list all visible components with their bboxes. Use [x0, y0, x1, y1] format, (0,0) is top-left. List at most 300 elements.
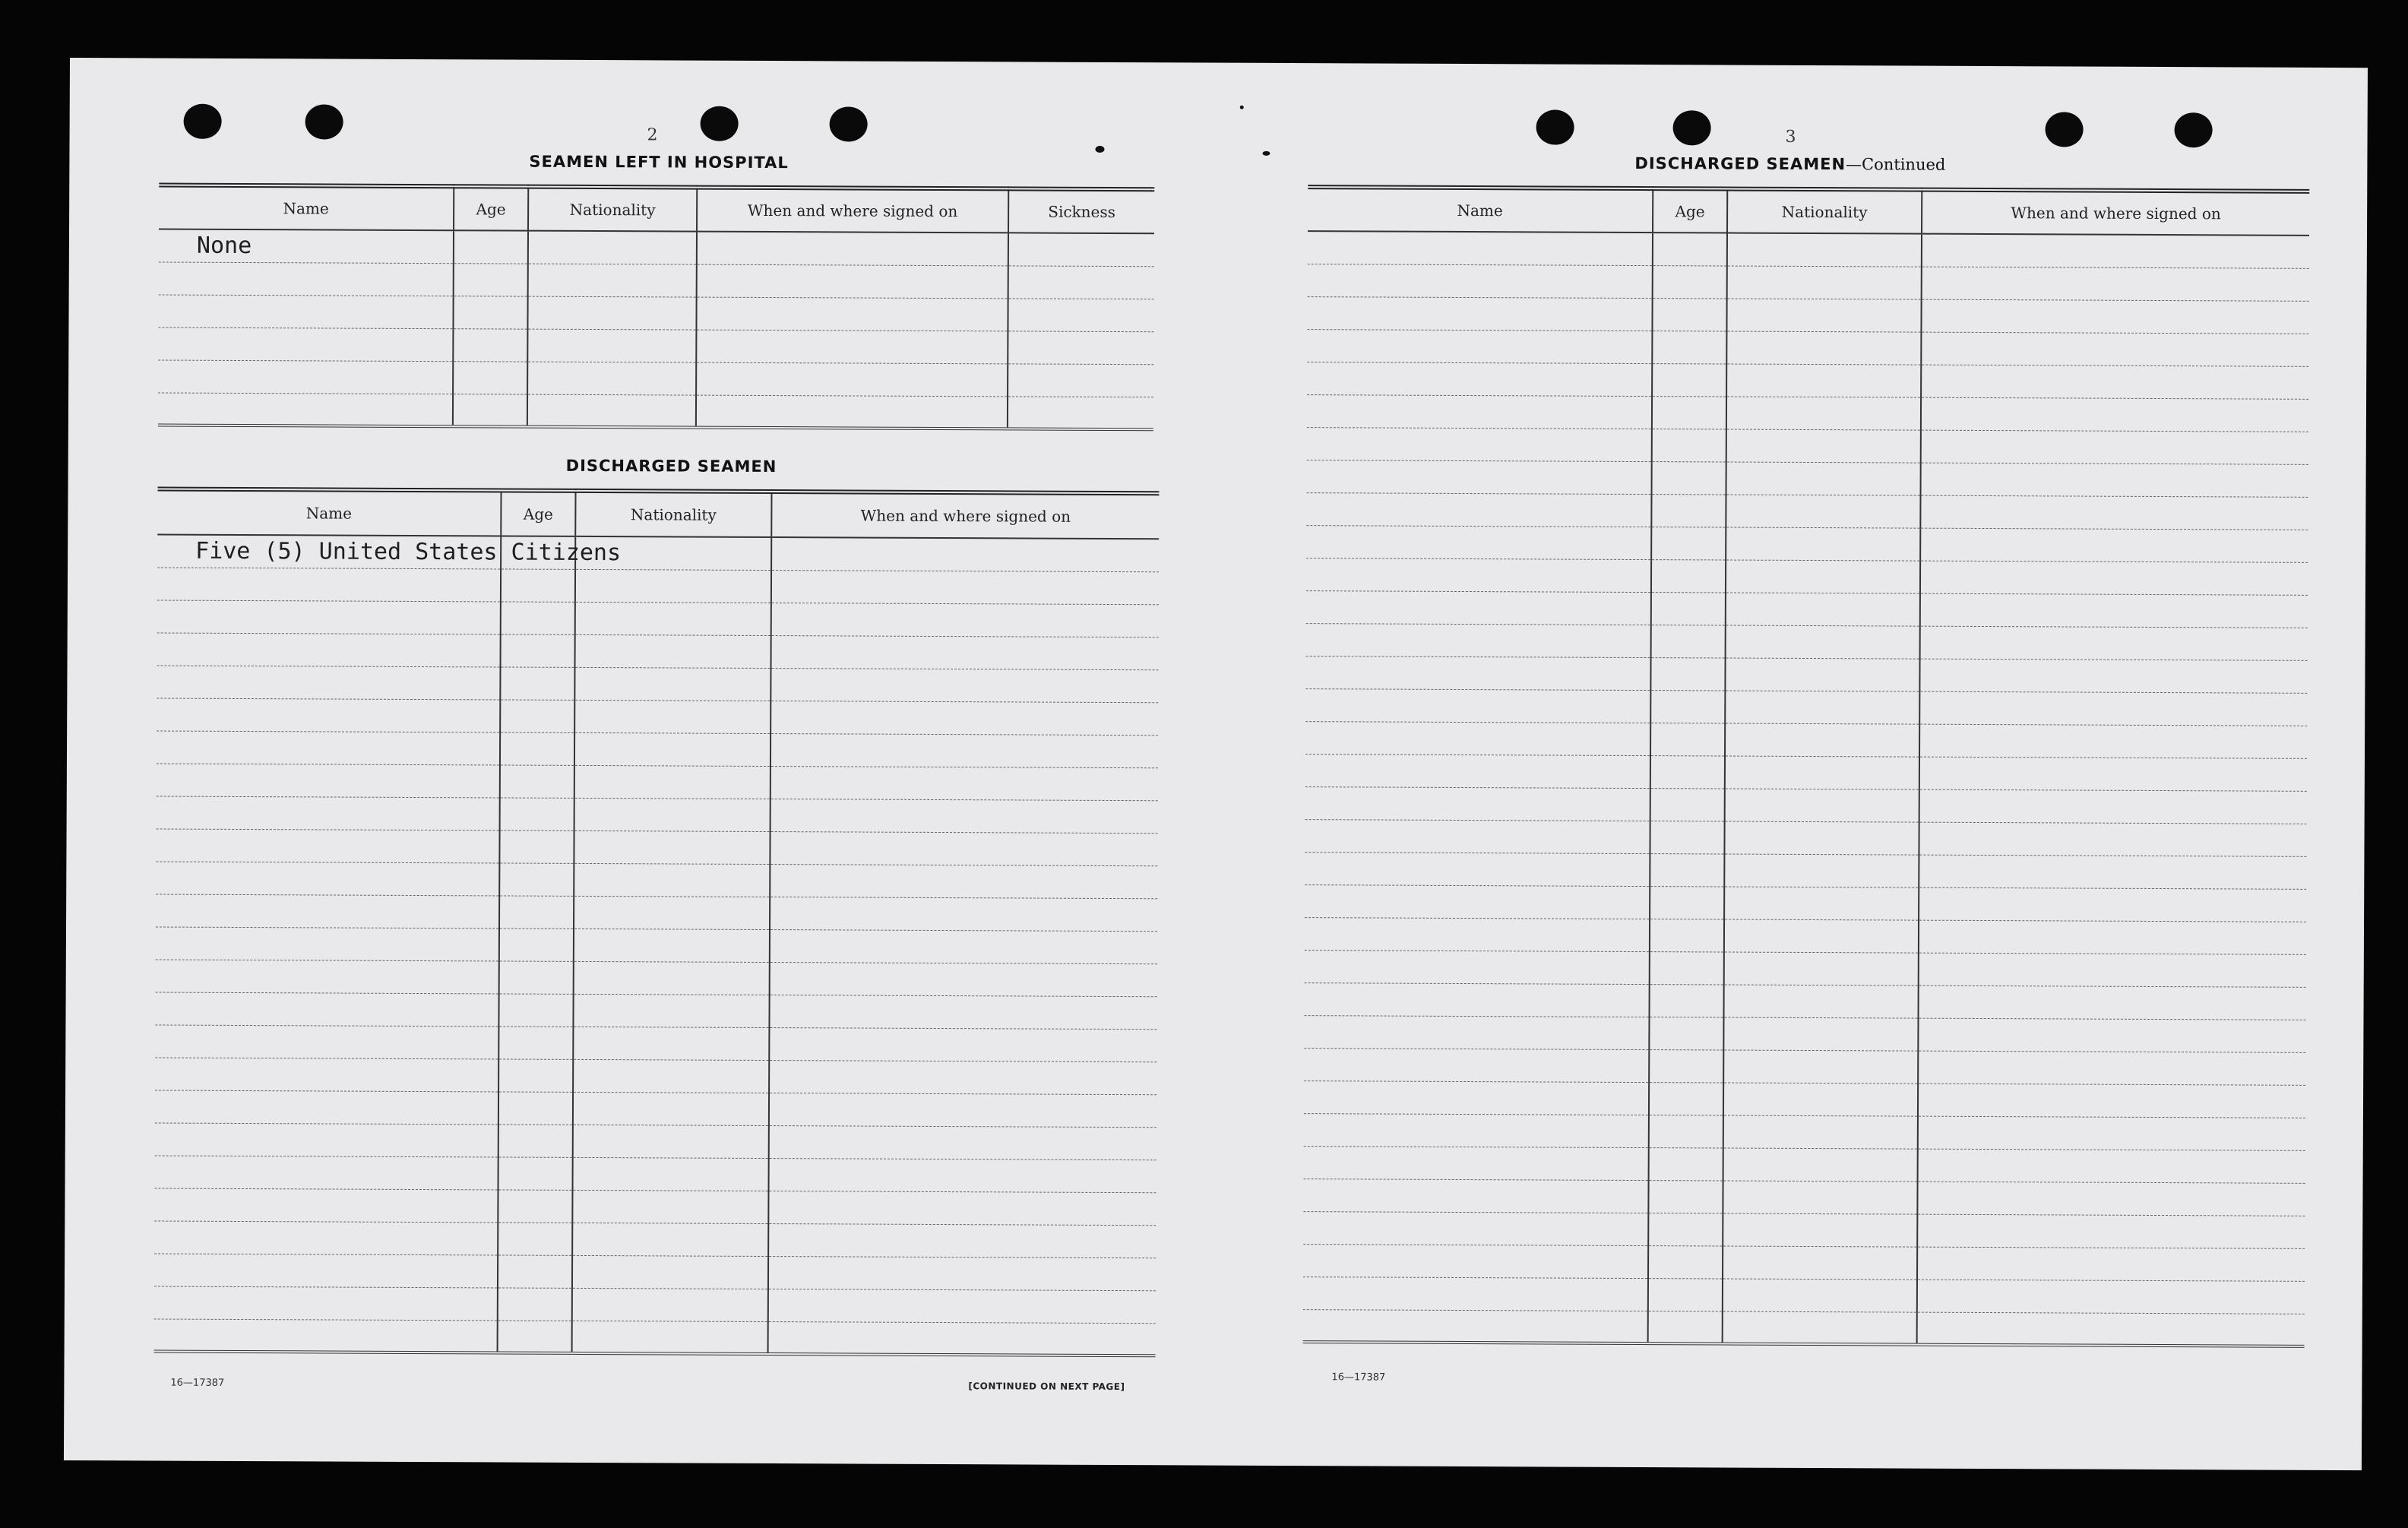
- table-cell: [1724, 919, 1919, 953]
- table-cell: [1917, 1214, 2305, 1248]
- table-cell: [1919, 887, 2306, 922]
- table-row: [1304, 1048, 2305, 1085]
- table-cell: [1726, 625, 1920, 659]
- form-code-right: 16—17387: [1331, 1371, 1386, 1384]
- table-cell: [572, 1190, 768, 1223]
- table-cell: [154, 1221, 498, 1255]
- table-cell: [1303, 1178, 1648, 1213]
- table-cell: [768, 1289, 1156, 1323]
- table-cell: [574, 830, 770, 864]
- form-sheet: [64, 58, 2368, 1470]
- table-cell: [1305, 852, 1650, 886]
- table-cell: [696, 297, 1008, 331]
- table-cell: [1724, 821, 1919, 855]
- table-cell: [1648, 1180, 1723, 1213]
- table-cell: [1307, 329, 1652, 363]
- table-cell: [1920, 528, 2308, 562]
- table-cell: [574, 765, 770, 799]
- table-cell: [1919, 659, 2307, 693]
- column-header-signed-on: When and where signed on: [1922, 190, 2309, 236]
- table-cell: [1725, 789, 1919, 822]
- table-cell: [768, 1223, 1156, 1258]
- table-row: [1305, 884, 2306, 922]
- table-cell: [573, 1157, 769, 1191]
- table-row: [157, 698, 1158, 736]
- table-row: [1307, 296, 2308, 334]
- table-cell: [1305, 819, 1650, 853]
- table-cell: [498, 1091, 573, 1124]
- discharged-continued-table: [1303, 185, 2310, 1348]
- table-cell: [1917, 1280, 2305, 1314]
- entry-text: None: [159, 229, 454, 264]
- table-cell: [1726, 397, 1921, 430]
- table-cell: [500, 764, 574, 797]
- table-cell: [1306, 590, 1651, 625]
- table-row: [159, 229, 1154, 267]
- table-cell: [498, 1058, 573, 1091]
- column-header-signed-on: When and where signed on: [697, 188, 1008, 233]
- table-cell: [498, 993, 573, 1026]
- table-cell: [1652, 461, 1726, 494]
- table-row: [156, 862, 1157, 899]
- table-row: [157, 535, 1159, 572]
- table-cell: [1921, 463, 2308, 497]
- table-cell: [1723, 1181, 1917, 1214]
- table-cell: [158, 327, 453, 362]
- table-cell: [1305, 688, 1650, 723]
- table-row: [1303, 1276, 2305, 1314]
- table-cell: [157, 568, 501, 602]
- table-cell: [498, 1320, 572, 1352]
- table-cell: [1920, 561, 2308, 595]
- table-cell: [574, 896, 770, 929]
- table-cell: [1921, 397, 2308, 432]
- table-cell: [155, 1058, 498, 1092]
- table-cell: [155, 1123, 498, 1157]
- table-cell: [769, 1125, 1157, 1159]
- table-cell: [1651, 527, 1726, 559]
- table-cell: [1304, 1048, 1649, 1082]
- table-row: [157, 600, 1159, 637]
- table-cell: [157, 666, 500, 700]
- table-cell: [1305, 656, 1650, 690]
- table-cell: [156, 960, 499, 994]
- table-cell: [1305, 917, 1650, 951]
- table-cell: [158, 393, 453, 427]
- ink-speck: [1262, 151, 1270, 156]
- punch-hole: [305, 104, 343, 139]
- table-cell: [769, 1060, 1157, 1094]
- table-cell: [158, 295, 453, 329]
- table-cell: [1723, 1246, 1917, 1280]
- table-row: [1304, 1015, 2305, 1052]
- table-cell: [1307, 460, 1652, 494]
- table-cell: [1651, 559, 1726, 592]
- punch-hole: [2046, 112, 2084, 147]
- table-row: [1303, 1211, 2305, 1248]
- table-cell: [768, 1321, 1156, 1356]
- table-cell: [155, 1156, 498, 1190]
- table-row: [1303, 1309, 2305, 1346]
- table-cell: [770, 733, 1158, 767]
- column-header-nationality: Nationality: [575, 491, 771, 537]
- table-cell: [1308, 264, 1653, 298]
- table-row: [1304, 1146, 2305, 1183]
- table-cell: [1919, 789, 2307, 824]
- punch-hole: [2175, 112, 2213, 147]
- table-row: [155, 1156, 1157, 1193]
- table-cell: [1307, 427, 1652, 461]
- table-cell: [1723, 1050, 1918, 1084]
- table-cell: [500, 699, 574, 732]
- table-row: [158, 360, 1153, 397]
- table-cell: [498, 1124, 573, 1156]
- column-header-age: Age: [454, 186, 528, 230]
- table-row: [156, 960, 1157, 997]
- table-cell: [1724, 985, 1919, 1018]
- table-cell: [454, 230, 528, 263]
- table-cell: [498, 1287, 572, 1320]
- table-cell: [696, 395, 1008, 429]
- table-cell: [572, 1255, 768, 1289]
- table-cell: [1305, 754, 1650, 788]
- table-row: [154, 1286, 1156, 1323]
- table-cell: [1725, 723, 1919, 757]
- table-cell: [1918, 1116, 2305, 1150]
- table-cell: [697, 264, 1008, 299]
- table-cell: [573, 994, 769, 1027]
- punch-hole: [701, 106, 739, 141]
- table-cell: [1307, 362, 1652, 396]
- table-cell: [696, 330, 1008, 364]
- table-cell: [157, 633, 501, 667]
- table-cell: [498, 1222, 572, 1254]
- table-cell: [770, 799, 1158, 833]
- table-cell: [574, 700, 770, 733]
- table-cell: [1649, 1115, 1723, 1147]
- column-header-nationality: Nationality: [1727, 189, 1922, 234]
- table-cell: [1653, 233, 1727, 265]
- table-row: [156, 927, 1157, 964]
- table-cell: [1304, 1113, 1649, 1147]
- table-cell: [1652, 396, 1726, 429]
- table-cell: [1918, 1018, 2305, 1052]
- table-row: [1308, 264, 2309, 301]
- table-cell: [1305, 950, 1650, 984]
- table-cell: [1649, 1017, 1723, 1049]
- column-header-age: Age: [501, 490, 575, 536]
- table-row: [1305, 950, 2306, 987]
- table-cell: [1922, 234, 2309, 268]
- table-cell: [499, 830, 574, 862]
- table-cell: [1920, 593, 2308, 628]
- column-header-name: Name: [1308, 187, 1653, 233]
- table-cell: [499, 862, 574, 895]
- table-cell: [498, 1156, 573, 1189]
- column-header-age: Age: [1653, 188, 1727, 233]
- table-cell: [1921, 299, 2308, 334]
- table-cell: [1724, 952, 1919, 985]
- table-cell: [1303, 1309, 1648, 1343]
- table-row: [155, 992, 1157, 1030]
- punch-hole: [1536, 109, 1574, 144]
- table-cell: [1305, 884, 1650, 919]
- table-row: [1305, 656, 2307, 693]
- table-row: [1304, 1113, 2305, 1150]
- table-cell: [1918, 1149, 2305, 1183]
- table-cell: [1308, 231, 1653, 265]
- table-cell: [573, 1092, 769, 1125]
- table-row: [156, 829, 1157, 866]
- discharged-continued-title: [1634, 154, 1945, 174]
- table-cell: [769, 1027, 1157, 1061]
- table-cell: [1725, 691, 1919, 724]
- table-cell: [500, 666, 574, 699]
- table-cell: [527, 394, 696, 428]
- table-cell: [770, 831, 1157, 865]
- table-cell: [1648, 1278, 1723, 1311]
- discharged-continued-title-main: DISCHARGED SEAMEN: [1634, 153, 1846, 174]
- table-cell: [771, 570, 1159, 604]
- table-cell: [453, 328, 527, 361]
- table-cell: [696, 362, 1008, 397]
- table-cell: [155, 1025, 498, 1059]
- table-cell: [1648, 1311, 1723, 1343]
- table-row: [1303, 1244, 2305, 1281]
- table-row: [1307, 362, 2308, 399]
- table-cell: [574, 732, 770, 766]
- table-cell: [1653, 265, 1727, 298]
- table-cell: [574, 667, 770, 701]
- table-cell: [770, 929, 1157, 963]
- table-cell: [1919, 691, 2307, 726]
- table-cell: [1651, 494, 1726, 527]
- table-cell: [1305, 982, 1650, 1017]
- table-cell: [154, 1318, 498, 1352]
- table-cell: [156, 862, 499, 896]
- table-cell: [1650, 919, 1724, 951]
- table-cell: [1727, 233, 1922, 267]
- table-cell: [574, 961, 770, 995]
- table-row: [154, 1221, 1156, 1258]
- table-cell: [1723, 1115, 1918, 1149]
- table-row: [158, 393, 1153, 430]
- table-cell: [1725, 756, 1919, 789]
- table-cell: [157, 796, 500, 830]
- table-cell: [1922, 267, 2309, 301]
- table-cell: [1727, 266, 1922, 299]
- table-cell: [1726, 560, 1920, 593]
- table-cell: [155, 992, 498, 1027]
- table-cell: [156, 829, 499, 863]
- table-cell: [1723, 1083, 1918, 1116]
- table-cell: [573, 1027, 769, 1060]
- discharged-section-title: DISCHARGED SEAMEN: [565, 456, 777, 476]
- table-row: [1307, 427, 2308, 464]
- table-cell: [1726, 331, 1921, 365]
- table-cell: [770, 864, 1157, 898]
- table-cell: [453, 361, 527, 394]
- table-cell: [1726, 495, 1920, 528]
- table-cell: [573, 1125, 769, 1158]
- table-row: [1305, 754, 2307, 791]
- table-row: [157, 731, 1158, 768]
- entry-text: Five (5) United States Citizens: [157, 535, 501, 569]
- table-cell: [769, 995, 1157, 1029]
- table-cell: [498, 1026, 573, 1058]
- table-cell: [770, 962, 1157, 996]
- table-cell: [1920, 626, 2308, 660]
- table-cell: [1652, 331, 1726, 363]
- column-header-sickness: Sickness: [1008, 188, 1154, 233]
- table-cell: [499, 928, 574, 960]
- continued-note: [CONTINUED ON NEXT PAGE]: [968, 1381, 1125, 1393]
- table-cell: [1919, 822, 2306, 856]
- table-cell: [1919, 920, 2306, 954]
- table-cell: [1306, 525, 1651, 559]
- table-cell: [154, 1188, 498, 1223]
- table-cell: [156, 894, 499, 929]
- table-row: [154, 1188, 1156, 1226]
- punch-hole: [184, 104, 222, 139]
- table-row: [1305, 786, 2307, 824]
- table-row: [155, 1025, 1157, 1062]
- table-cell: [454, 263, 528, 296]
- table-row: [1306, 590, 2308, 628]
- table-cell: [1919, 724, 2307, 758]
- table-cell: [770, 766, 1158, 800]
- table-cell: [575, 569, 771, 603]
- table-cell: [1919, 757, 2307, 791]
- table-cell: [501, 601, 575, 634]
- table-row: [1305, 721, 2307, 758]
- table-row: [1307, 394, 2308, 432]
- table-row: [157, 666, 1158, 703]
- table-cell: [768, 1256, 1156, 1290]
- hospital-section-title: SEAMEN LEFT IN HOSPITAL: [529, 152, 789, 172]
- table-row: [1303, 1178, 2305, 1216]
- table-cell: [575, 602, 771, 635]
- table-cell: [453, 394, 527, 426]
- table-cell: [158, 360, 453, 394]
- table-row: [156, 894, 1157, 932]
- table-row: [1306, 492, 2308, 530]
- table-cell: [1921, 332, 2308, 366]
- table-cell: [157, 731, 500, 765]
- table-cell: [574, 929, 770, 962]
- table-row: [157, 796, 1158, 834]
- table-cell: [1919, 855, 2306, 889]
- table-row: [155, 1058, 1157, 1095]
- table-cell: [1304, 1146, 1649, 1180]
- column-header-signed-on: When and where signed on: [771, 492, 1159, 539]
- punch-hole: [830, 106, 868, 141]
- table-cell: [771, 537, 1159, 571]
- table-cell: [1723, 1017, 1918, 1051]
- table-row: [157, 764, 1158, 801]
- table-row: [1307, 460, 2308, 497]
- table-row: [1305, 852, 2306, 889]
- table-cell: [498, 1189, 572, 1222]
- table-row: [1307, 329, 2308, 366]
- table-cell: [1008, 265, 1154, 299]
- table-cell: [501, 568, 575, 601]
- table-row: [158, 295, 1153, 332]
- continued-suffix: —Continued: [1846, 155, 1946, 174]
- table-cell: [768, 1191, 1156, 1225]
- table-cell: [1726, 527, 1920, 561]
- table-cell: [155, 1090, 498, 1125]
- hospital-table: [158, 183, 1154, 432]
- table-row: [1306, 525, 2308, 562]
- table-cell: [1652, 298, 1726, 331]
- table-row: [1304, 1080, 2305, 1118]
- table-cell: [1306, 623, 1651, 657]
- table-cell: [154, 1253, 498, 1287]
- table-cell: [527, 296, 696, 330]
- ink-speck: [1240, 106, 1244, 109]
- table-cell: [770, 668, 1158, 702]
- table-cell: [1917, 1182, 2305, 1216]
- table-cell: [1650, 886, 1724, 919]
- table-cell: [527, 362, 696, 395]
- table-cell: [499, 895, 574, 928]
- table-cell: [1307, 394, 1652, 429]
- table-cell: [1723, 1279, 1917, 1312]
- table-cell: [1304, 1080, 1649, 1115]
- table-row: [1305, 982, 2306, 1020]
- table-row: [154, 1253, 1156, 1290]
- table-cell: [1724, 854, 1919, 887]
- table-row: [1306, 558, 2308, 595]
- table-cell: [1305, 786, 1650, 821]
- table-cell: [1304, 1015, 1649, 1049]
- table-cell: [498, 1254, 572, 1287]
- table-cell: [1917, 1247, 2305, 1281]
- table-row: [155, 1123, 1157, 1160]
- table-cell: [1650, 657, 1725, 690]
- table-cell: [1306, 492, 1651, 527]
- table-cell: [1650, 755, 1725, 788]
- table-cell: [1303, 1244, 1648, 1278]
- table-cell: [157, 764, 500, 798]
- table-cell: [1723, 1213, 1917, 1247]
- table-cell: [771, 603, 1159, 637]
- table-cell: [1650, 951, 1724, 984]
- table-cell: [1305, 721, 1650, 755]
- table-row: [155, 1090, 1157, 1128]
- table-cell: [1307, 296, 1652, 331]
- column-header-nationality: Nationality: [528, 187, 697, 232]
- table-cell: [157, 698, 500, 732]
- table-cell: [1921, 365, 2308, 399]
- table-cell: [1724, 887, 1919, 920]
- table-cell: [1726, 593, 1920, 626]
- punch-hole: [1673, 110, 1711, 145]
- table-row: [1308, 231, 2309, 268]
- discharged-table: [154, 487, 1160, 1358]
- table-cell: [1651, 592, 1726, 625]
- table-cell: [1726, 429, 1921, 463]
- table-cell: [1652, 363, 1726, 396]
- table-cell: [1726, 299, 1921, 332]
- table-cell: [572, 1321, 768, 1354]
- table-cell: [528, 264, 697, 297]
- table-cell: [572, 1223, 768, 1256]
- table-cell: [1303, 1211, 1648, 1245]
- table-cell: [1649, 1147, 1723, 1180]
- table-cell: [1650, 690, 1725, 723]
